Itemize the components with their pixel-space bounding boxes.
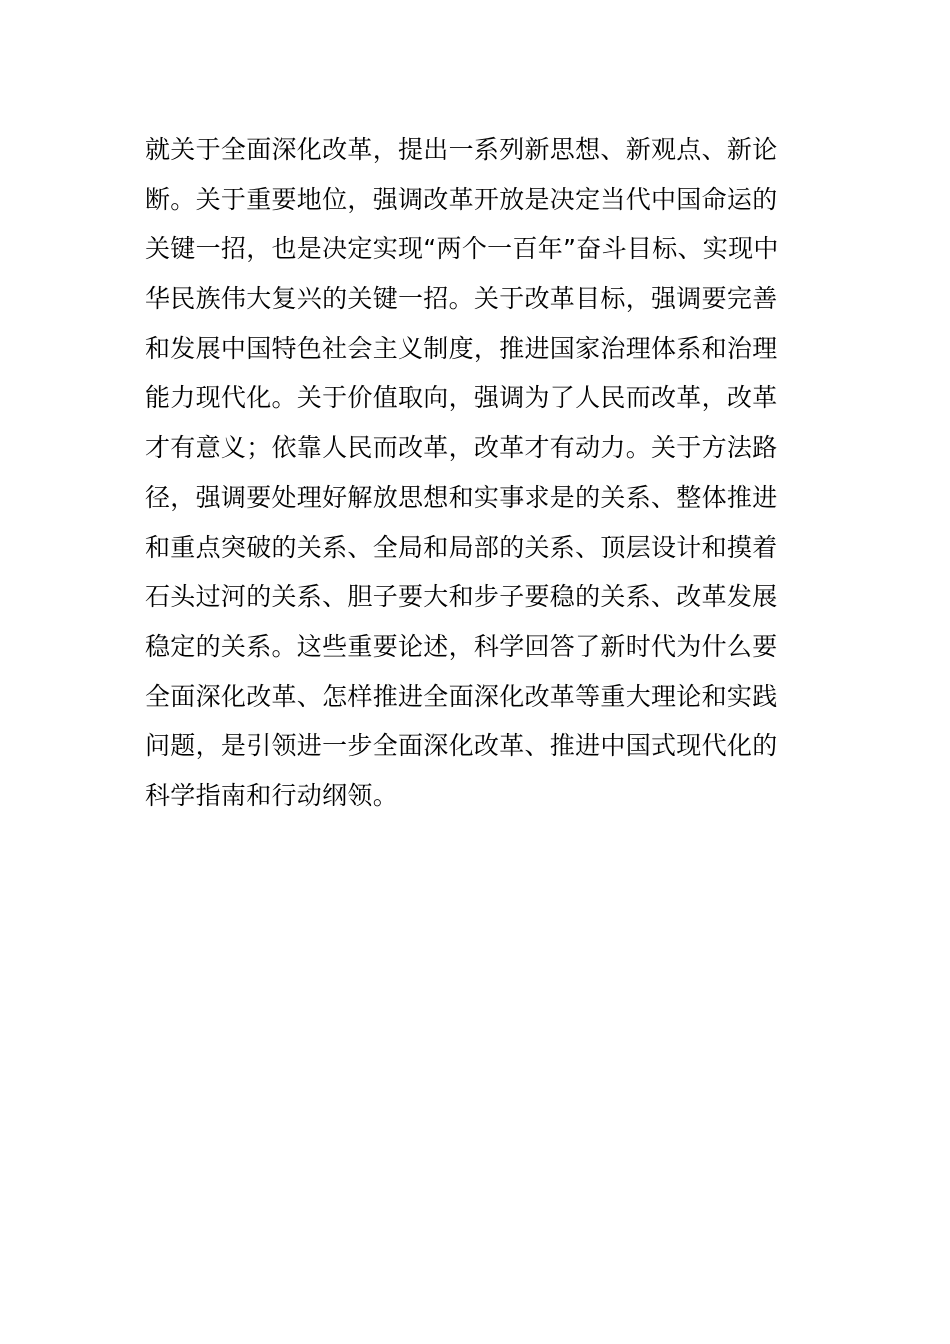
paragraph-line: 能力现代化。关于价值取向，强调为了人民而改革，改革 <box>145 383 778 413</box>
paragraph-line: 关键一招，也是决定实现“两个一百年”奋斗目标、实现中 <box>145 234 779 264</box>
paragraph-line: 科学指南和行动纲领。 <box>145 780 399 810</box>
paragraph-line: 石头过河的关系、胆子要大和步子要稳的关系、改革发展 <box>145 582 778 612</box>
paragraph-line: 华民族伟大复兴的关键一招。关于改革目标，强调要完善 <box>145 284 778 314</box>
paragraph-line: 问题，是引领进一步全面深化改革、推进中国式现代化的 <box>145 731 778 761</box>
paragraph-line: 就关于全面深化改革，提出一系列新思想、新观点、新论 <box>145 135 778 164</box>
paragraph-line: 断。关于重要地位，强调改革开放是决定当代中国命运的 <box>145 184 778 214</box>
paragraph-line: 和发展中国特色社会主义制度，推进国家治理体系和治理 <box>145 333 778 363</box>
body-paragraph <box>145 125 815 821</box>
paragraph-line: 和重点突破的关系、全局和局部的关系、顶层设计和摸着 <box>145 532 778 562</box>
paragraph-line: 全面深化改革、怎样推进全面深化改革等重大理论和实践 <box>145 681 778 711</box>
paragraph-line: 稳定的关系。这些重要论述，科学回答了新时代为什么要 <box>145 631 778 661</box>
paragraph-line: 才有意义；依靠人民而改革，改革才有动力。关于方法路 <box>145 433 778 463</box>
paragraph-line: 径，强调要处理好解放思想和实事求是的关系、整体推进 <box>145 482 778 512</box>
